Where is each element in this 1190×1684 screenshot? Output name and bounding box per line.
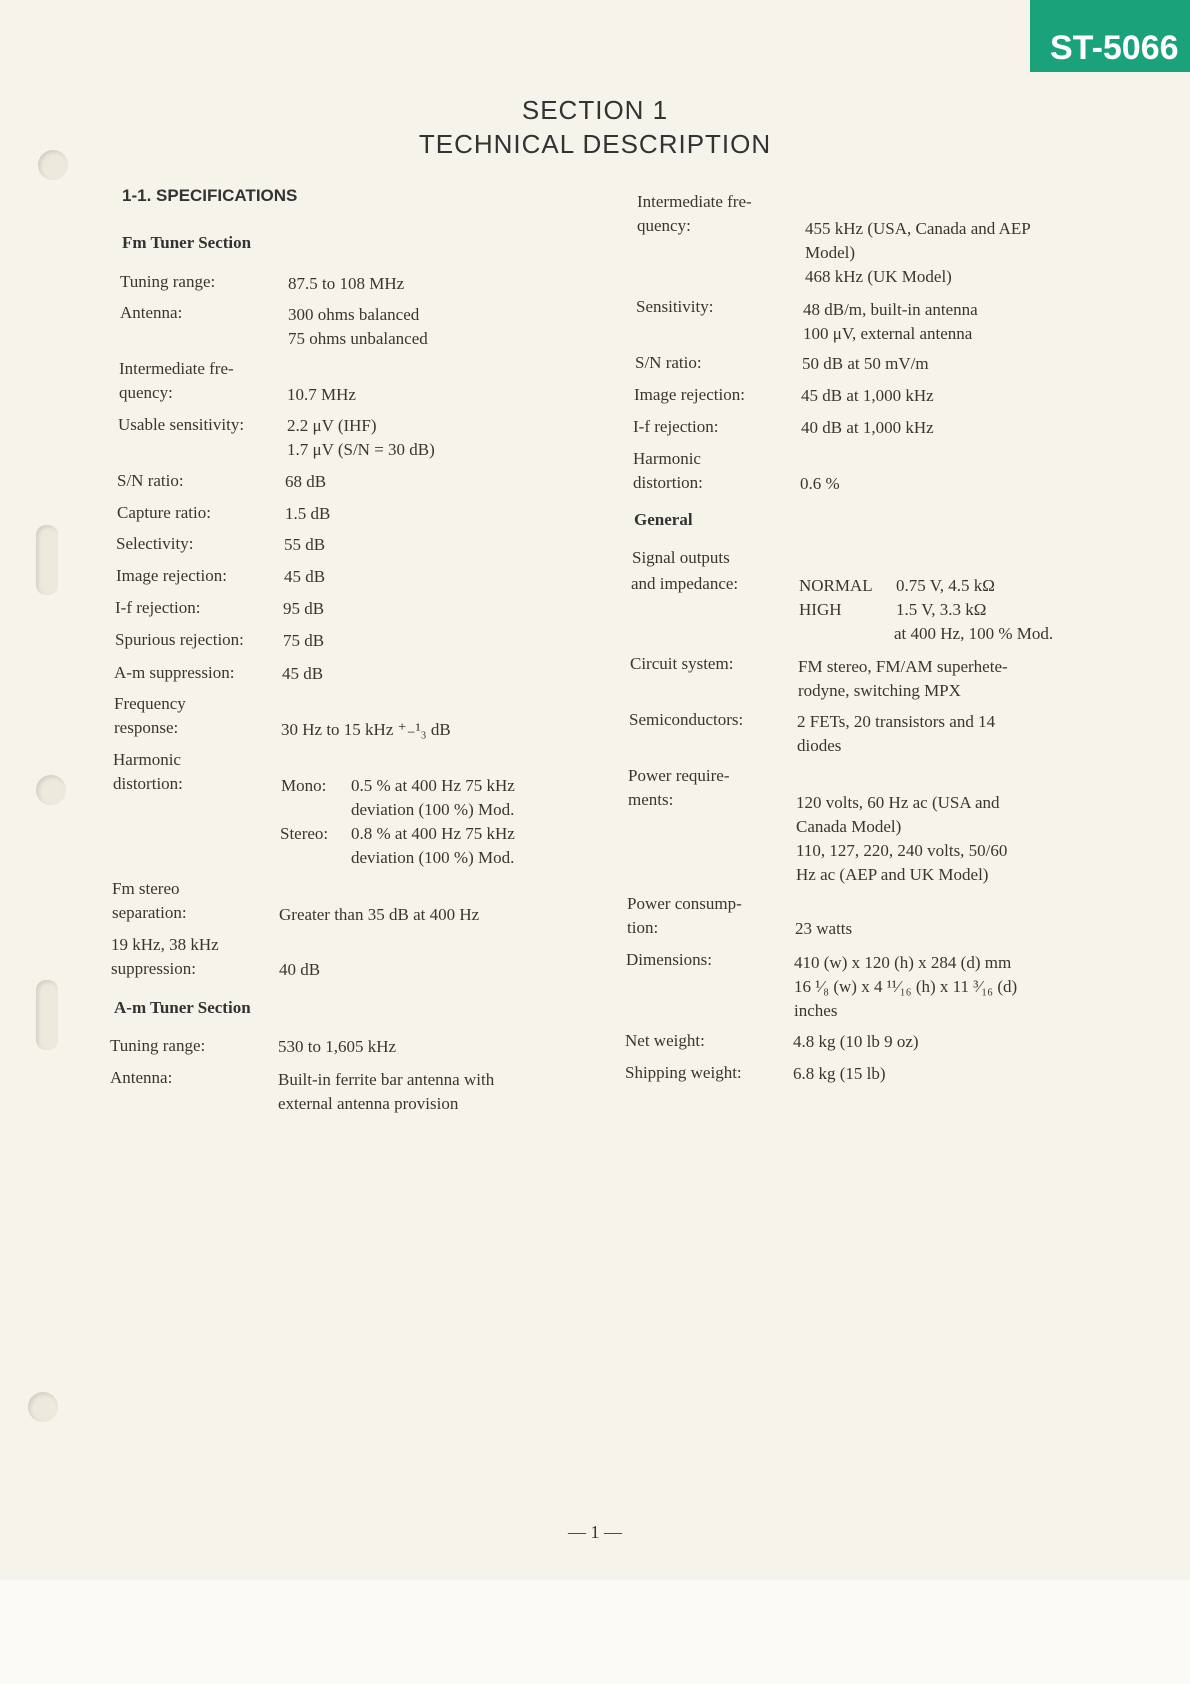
spec-label: I-f rejection: (633, 417, 719, 436)
spec-label: Tuning range: (110, 1036, 206, 1055)
output-normal-label: NORMAL (799, 576, 873, 595)
spec-value: 120 volts, 60 Hz ac (USA and (796, 793, 1000, 812)
spec-label: Power consump- (627, 894, 742, 913)
spec-value: 0.5 % at 400 Hz 75 kHz (351, 776, 515, 795)
spec-value: 87.5 to 108 MHz (288, 274, 405, 293)
spec-value: Model) (805, 243, 856, 262)
spec-label: distortion: (113, 774, 183, 793)
scan-margin (0, 1580, 1190, 1684)
spec-label: Spurious rejection: (115, 630, 244, 649)
spec-label: I-f rejection: (115, 598, 201, 617)
spec-label: Harmonic (633, 449, 701, 468)
spec-value: inches (794, 1001, 838, 1020)
spec-value: 0.75 V, 4.5 kΩ (896, 576, 995, 595)
spec-label: A-m suppression: (114, 663, 235, 682)
spec-label: Sensitivity: (636, 297, 714, 316)
spec-label: Antenna: (120, 303, 183, 322)
general-title: General (634, 510, 693, 529)
binder-slot (36, 525, 58, 595)
binder-hole (28, 1392, 58, 1422)
section-subheading: TECHNICAL DESCRIPTION (418, 129, 772, 159)
spec-label: Circuit system: (630, 654, 734, 673)
spec-value: external antenna provision (278, 1094, 459, 1113)
spec-value: 55 dB (284, 535, 326, 554)
spec-value: 410 (w) x 120 (h) x 284 (d) mm (794, 953, 1012, 972)
fm-section-title: Fm Tuner Section (122, 233, 252, 252)
spec-label: Selectivity: (116, 534, 194, 553)
spec-value: Greater than 35 dB at 400 Hz (279, 905, 480, 924)
spec-label: Intermediate fre- (637, 192, 752, 211)
spec-value: 45 dB (282, 664, 324, 683)
page-number: — 1 — (568, 1522, 622, 1542)
spec-label: ments: (628, 790, 674, 809)
spec-label: response: (114, 718, 179, 737)
spec-value: 300 ohms balanced (288, 305, 420, 324)
spec-value: 1.5 dB (285, 504, 331, 523)
spec-label: and impedance: (631, 574, 739, 593)
mono-label: Mono: (281, 776, 327, 795)
spec-value: 40 dB at 1,000 kHz (801, 418, 934, 437)
spec-value: deviation (100 %) Mod. (351, 848, 515, 867)
spec-value: 2.2 μV (IHF) (287, 416, 377, 435)
spec-label: Dimensions: (626, 950, 712, 969)
spec-label: distortion: (633, 473, 703, 492)
spec-label: tion: (627, 918, 659, 937)
spec-value: 30 Hz to 15 kHz ⁺₋¹₃ dB (281, 720, 451, 739)
spec-value: 110, 127, 220, 240 volts, 50/60 (796, 841, 1008, 860)
spec-label: Tuning range: (120, 272, 216, 291)
spec-label: Antenna: (110, 1068, 173, 1087)
spec-value: 1.5 V, 3.3 kΩ (896, 600, 987, 619)
spec-value: 40 dB (279, 960, 321, 979)
spec-label: 19 kHz, 38 kHz (111, 935, 219, 954)
spec-label: Intermediate fre- (119, 359, 234, 378)
spec-value: 45 dB at 1,000 kHz (801, 386, 934, 405)
specifications-title: 1-1. SPECIFICATIONS (122, 186, 298, 205)
spec-value: 100 μV, external antenna (803, 324, 973, 343)
spec-value: diodes (797, 736, 842, 755)
spec-value: 6.8 kg (15 lb) (793, 1064, 886, 1083)
model-tab: ST-5066 (1030, 0, 1190, 72)
spec-label: Image rejection: (116, 566, 227, 585)
spec-value: 10.7 MHz (287, 385, 356, 404)
spec-label: S/N ratio: (117, 471, 184, 490)
spec-label: Capture ratio: (117, 503, 211, 522)
spec-value: FM stereo, FM/AM superhete- (798, 657, 1008, 676)
spec-value: Built-in ferrite bar antenna with (278, 1070, 495, 1089)
spec-label: suppression: (111, 959, 196, 978)
spec-value: 68 dB (285, 472, 327, 491)
spec-value: deviation (100 %) Mod. (351, 800, 515, 819)
spec-label: Shipping weight: (625, 1063, 742, 1082)
spec-label: Harmonic (113, 750, 181, 769)
spec-label: Net weight: (625, 1031, 705, 1050)
spec-value: 455 kHz (USA, Canada and AEP (805, 219, 1031, 238)
spec-value: 4.8 kg (10 lb 9 oz) (793, 1032, 919, 1051)
spec-label: Usable sensitivity: (118, 415, 245, 434)
spec-value: 0.8 % at 400 Hz 75 kHz (351, 824, 515, 843)
spec-label: Signal outputs (632, 548, 730, 567)
spec-value: 16 ¹⁄₈ (w) x 4 ¹¹⁄₁₆ (h) x 11 ³⁄₁₆ (d) (794, 977, 1018, 996)
am-section-title: A-m Tuner Section (114, 998, 251, 1017)
spec-value: 23 watts (795, 919, 853, 938)
spec-label: quency: (119, 383, 173, 402)
spec-value: 95 dB (283, 599, 325, 618)
spec-value: Canada Model) (796, 817, 902, 836)
spec-value: rodyne, switching MPX (798, 681, 961, 700)
spec-label: Power require- (628, 766, 730, 785)
binder-slot (36, 980, 58, 1050)
spec-label: Frequency (114, 694, 186, 713)
spec-value: 75 ohms unbalanced (288, 329, 428, 348)
section-heading: SECTION 1 (521, 95, 669, 125)
spec-value: 50 dB at 50 mV/m (802, 354, 929, 373)
spec-label: Semiconductors: (629, 710, 744, 729)
spec-label: separation: (112, 903, 187, 922)
spec-value: 0.6 % (800, 474, 840, 493)
spec-label: Image rejection: (634, 385, 745, 404)
spec-value: 48 dB/m, built-in antenna (803, 300, 978, 319)
spec-value: 45 dB (284, 567, 326, 586)
spec-label: S/N ratio: (635, 353, 702, 372)
stereo-label: Stereo: (280, 824, 329, 843)
spec-value: 2 FETs, 20 transistors and 14 (797, 712, 996, 731)
spec-value: at 400 Hz, 100 % Mod. (894, 624, 1054, 643)
spec-value: 530 to 1,605 kHz (278, 1037, 397, 1056)
spec-label: Fm stereo (112, 879, 180, 898)
output-high-label: HIGH (799, 600, 842, 619)
binder-hole (36, 775, 66, 805)
spec-value: 468 kHz (UK Model) (805, 267, 952, 286)
spec-value: 1.7 μV (S/N = 30 dB) (287, 440, 435, 459)
spec-label: quency: (637, 216, 691, 235)
spec-value: Hz ac (AEP and UK Model) (796, 865, 989, 884)
spec-value: 75 dB (283, 631, 325, 650)
